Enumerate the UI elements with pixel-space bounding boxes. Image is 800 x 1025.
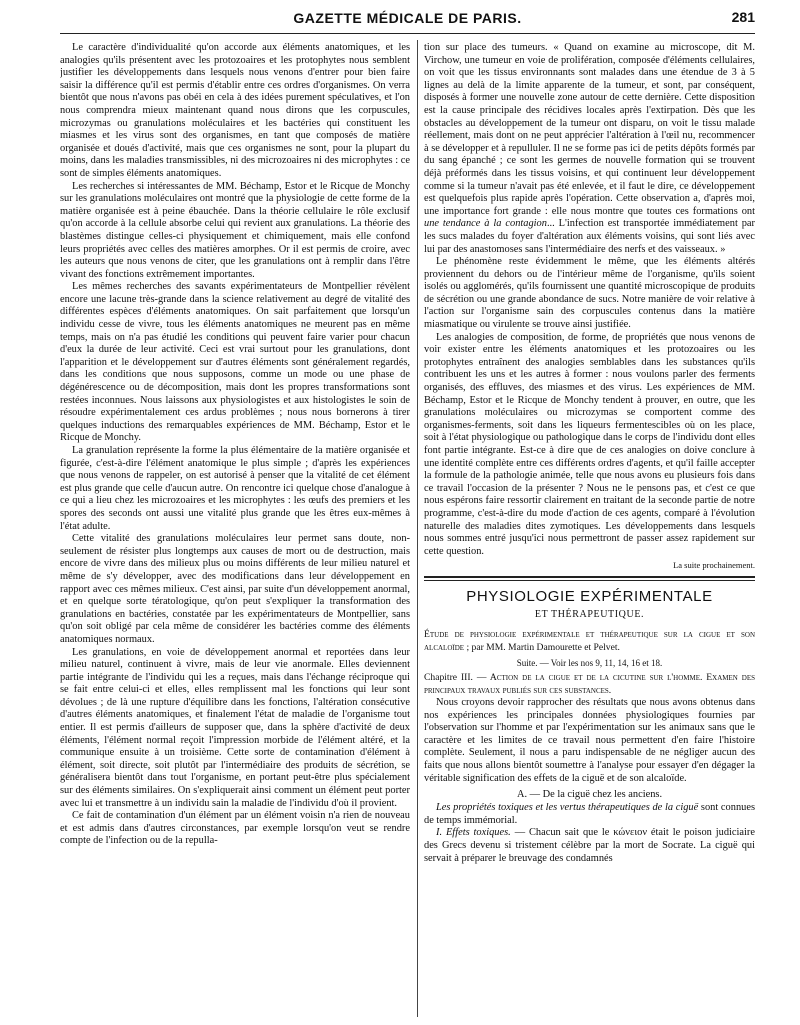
paragraph bbox=[424, 827, 755, 865]
paragraph bbox=[424, 802, 755, 827]
section-rule-thin bbox=[424, 580, 755, 581]
paragraph-text: sont connues de temps immémorial. bbox=[424, 802, 755, 826]
chapter-label: Chapitre III. — bbox=[424, 672, 487, 684]
left-column bbox=[60, 42, 410, 1019]
paragraph: Les mêmes recherches des savants expérimentateurs de Montpellier révèlent encore une lacune très-grande dans la science relativement au degré de vitalité des différentes espèces d'éléments anatomiques. On sait parfaitement que lorsqu'un individu cesse de vivre, tous les éléments anatomiques ne meurent pas en même temps, mais on n'a pas étudié les conditions qui peuvent faire varier pour chacun d'eux la durée de leur activité. Ceci est vrai surtout pour les granulations, dont l'apparition et le développement sur d'autres éléments sont généralement regardés, dans les conditions que nous supposons, comme un mode ou une phase de dégénérescence ou de décomposition, mais dont les propres transformations sont restées inconnues. Nous laissons aux physiologistes et aux histologistes le soin de résoudre expérimentalement ces ardus problèmes ; nous nous bornerons à tirer quelques inductions des remarquables expériences de MM. Béchamp, Estor et le Ricque de Monchy. bbox=[60, 281, 410, 444]
subsection-title: A. — De la ciguë chez les anciens. bbox=[516, 789, 663, 801]
paragraph: Le phénomène reste évidemment le même, que les éléments altérés proviennent du dehors ou de l'intérieur même de l'organisme, qu'ils soient isolés ou agglomérés, qu'ils fournissent une quantité microscopique de produits de sécrétion ou une grande abondance de sucs. Notre manière de voir relative à l'action sur l'organisme sain des corpuscules contenus dans la matière miasmatique ou virulente se trouve ainsi justifiée. bbox=[424, 256, 755, 331]
chapter-heading bbox=[424, 672, 755, 697]
issue-reference: Suite. — Voir les nos 9, 11, 14, 16 et 18. bbox=[516, 658, 663, 669]
article-title-text: Étude de physiologie expérimentale et thérapeutique sur la cigue et son alcaloïde ; bbox=[424, 629, 755, 653]
paragraph: Cette vitalité des granulations moléculaires leur permet sans doute, non-seulement de résister plus longtemps aux causes de mort ou de destruction, mais encore de vivre dans des milieux plus ou moins différents de leur milieu naturel et même de s'y développer, avec des modifications dans leur développement en rapport avec ces mêmes milieux. C'est ainsi, par suite d'un développement anormal, et en quelque sorte tératologique, qu'on peut s'expliquer la transformation des granulations en bactéries, constatée par les expérimentateurs de Montpellier, sans qu'on soit obligé par cela même de considérer les bactéries comme des éléments anatomiques normaux. bbox=[60, 533, 410, 645]
paragraph-text: tion sur place des tumeurs. « Quand on examine au microscope, dit M. Virchow, une tumeur en voie de prolifération, composée d'éléments cellulaires, on voit que les tissus environnants sont malades dans une étendue de 3 à 5 lignes au delà de la limite apparente de la tumeur, et sont, par conséquent, disposés à former une nouvelle zone autour de cette dernière. Cette disposition est la cause principale des récidives locales après l'extirpation. Dès que les obstacles au développement de la tumeur ont disparu, on voit le tissu malade réellement, mais dont on ne peut apprécier l'altération à l'œil nu, recommencer à se développer et à repulluler. Il ne se forme pas ici de petits dépôts formés par du sang épanché ; ce sont les germes de nouvelle formation qui se trouvent déjà préformés dans les tissus voisins, et qui continuent leur développement comme si la tumeur n'avait pas été enlevée, et il faut le dire, ce développement est quelquefois plus rapide après l'opération. Cette observation a, d'après moi, une importance fort grande : elle nous montre que toutes ces formations ont bbox=[424, 42, 755, 217]
header-rule bbox=[60, 33, 755, 34]
paragraph: Le caractère d'individualité qu'on accorde aux éléments anatomiques, et les analogies qu'ils présentent avec les protozoaires et les protophytes nous semblent justifier les développements dans lesquels nous venons d'entrer pour bien faire saisir la différence qu'il est permis d'établir entre ces ordres d'organismes. On verra bientôt que nous n'avons pas obéi en cela à des idées purement spéculatives, et l'on nous comprendra mieux maintenant quand nous dirons que les corpuscules, microzymas ou granulations moléculaires et les bactéries qui constituent les miasmes et les virus sont des organismes, en tant que composés de matière organisée et doués d'activité, mais que ces organismes ne sont, pour la plupart du moins, dans les maladies transmissibles, ni des microzoaires ni des microphytes : ce sont de simples éléments anatomiques. bbox=[60, 42, 410, 179]
paragraph: Nous croyons devoir rapprocher des résultats que nous avons obtenus dans nos expériences les principales données physiologiques fournies par l'observation sur l'homme et par l'expérimentation sur les animaux sans que le caractère et les limites de ce travail nous permettent d'en faire l'histoire complète. Seulement, il nous a paru indispensable de ne négliger aucun des faits que nous allons bientôt soumettre à l'analyse pour essayer d'en dégager la véritable signification des effets de la ciguë et de son alcaloïde. bbox=[424, 696, 755, 784]
chapter-title: Action de la cigue et de la cicutine sur l'homme. Examen des principaux travaux publiés sur ces substances. bbox=[424, 672, 755, 696]
column-divider bbox=[417, 40, 418, 1017]
paragraph: Les analogies de composition, de forme, de propriétés que nous venons de voir exister entre les éléments anatomiques et les protozoaires ou les protophytes entraînent des analogies semblables dans les substances qu'ils contribuent les uns et les autres à former : nous voulons parler des ferments organisés, des effluves, des miasmes et des virus. Les expériences de MM. Béchamp, Estor et le Ricque de Monchy tendent à prouver, en outre, que les granulations moléculaires ou microzymas se comportent comme des organismes-ferments, soit dans les liqueurs fermentescibles où on les place, soit à l'état physiologique ou pathologique dans le corps de l'individu dont elles font partie intégrante. Est-ce à dire que de ces analogies on doive conclure à une identité complète entre ces différents ordres d'agents, et qu'il faille accepter la formule de la pathologie animée, telle que nous avons eu plusieurs fois dans ce travail l'occasion de la présenter ? Nous ne le pensons pas, et c'est ce que nous espérons faire ressortir clairement en traitant de la seconde partie de notre programme, c'est-à-dire du mode d'action de ces agents, comparé à l'évolution naturelle des maladies dites zymotiques. Les développements dans lesquels nous sommes entré jusqu'ici nous permettront de passer assez rapidement sur cette question. bbox=[424, 331, 755, 557]
effets-label: I. Effets toxiques. bbox=[436, 827, 511, 839]
paragraph-text: ... L'infection est transportée immédiatement par les sucs malades du foyer d'altération aux éléments voisins, qui sont liés avec lui par des anastomoses sans l'intermédiaire des nerfs et des vaisseaux. » bbox=[424, 218, 755, 255]
section-rule bbox=[424, 576, 755, 578]
italic-phrase: une tendance à la contagion bbox=[424, 218, 547, 230]
paragraph: Les recherches si intéressantes de MM. Béchamp, Estor et le Ricque de Monchy sur les granulations moléculaires ont montré que la physiologie de cette forme de la matière organisée est à peine ébauchée. Dans la théorie cellulaire le rôle exclusif qu'on accorde à la cellule absorbe celui qui revient aux granulations. La théorie des blastèmes distingue celles-ci physiquement et chimiquement, mais elle confond leurs propriétés avec celles des matières amorphes. Or il est permis de croire, avec les auteurs que nous venons de citer, que les granulations ont à remplir dans l'être vivant des fonctions extrêmement importantes. bbox=[60, 180, 410, 280]
section-title: PHYSIOLOGIE EXPÉRIMENTALE bbox=[466, 588, 713, 606]
journal-title: GAZETTE MÉDICALE DE PARIS. bbox=[293, 10, 522, 26]
article-title bbox=[424, 629, 755, 654]
paragraph: Ce fait de contamination d'un élément par un élément voisin n'a rien de nouveau et est admis dans d'autres circonstances, par exemple lorsqu'on veut se rendre compte de l'infection ou de la repulla- bbox=[60, 810, 410, 847]
paragraph: La granulation représente la forme la plus élémentaire de la matière organisée et figurée, c'est-à-dire l'élément anatomique le plus simple ; d'après les expériences que nous venons de rappeler, on est autorisé à penser que la vitalité de cet élément est plus grande que celle d'aucun autre. On rencontre ici quelque chose d'analogue à ce qui a lieu chez les microzoaires et les microphytes : les œufs des premiers et les spores des seconds ont aussi une vitalité plus grande que les êtres eux-mêmes à l'état adulte. bbox=[60, 445, 410, 532]
italic-lead: Les propriétés toxiques et les vertus thérapeutiques de la ciguë bbox=[436, 802, 699, 814]
running-head bbox=[60, 6, 755, 30]
paragraph-text: — Chacun sait que le κώνειον était le poison judiciaire des Grecs devenu si tristement célèbre par la mort de Socrate. La ciguë qui servait à préparer le breuvage des condamnés bbox=[424, 827, 755, 864]
paragraph bbox=[424, 42, 755, 256]
article-authors: par MM. Martin Damourette et Pelvet. bbox=[471, 641, 620, 653]
paragraph: Les granulations, en voie de développement anormal et reportées dans leur milieu naturel, continuent à vivre, mais de leur vie anormale. Elles deviennent partie intégrante de l'individu qui les a reçues, mais dans l'échange réciproque qui se fait entre celui-ci et elles, elles remplissent mal les fonctions qui leur sont dévolues ; de là une rupture d'équilibre dans les fonctions, l'altération consécutive d'autres éléments anatomiques, et finalement l'état de maladie de l'organisme tout entier. Il est permis d'ailleurs de supposer que, dans la sphère d'activité de deux éléments, l'élément normal reçoit l'impression morbide de l'élément altéré, et la communique ensuite à un troisième. Cette sorte de contamination d'élément à élément, soit directe, soit plutôt par l'intermédiaire des produits de sécrétion, se généralisera bientôt dans tout l'organisme, en portant peut-être plus spécialement sur des éléments similaires. On s'expliquerait ainsi comment un élément peut porter avec lui et transmettre à un individu sain la maladie de l'individu d'où il provient. bbox=[60, 646, 410, 809]
page-number: 281 bbox=[731, 9, 755, 25]
continued-note: La suite prochainement. bbox=[673, 560, 755, 571]
right-column bbox=[424, 42, 755, 1019]
section-subtitle: ET THÉRAPEUTIQUE. bbox=[534, 609, 645, 621]
